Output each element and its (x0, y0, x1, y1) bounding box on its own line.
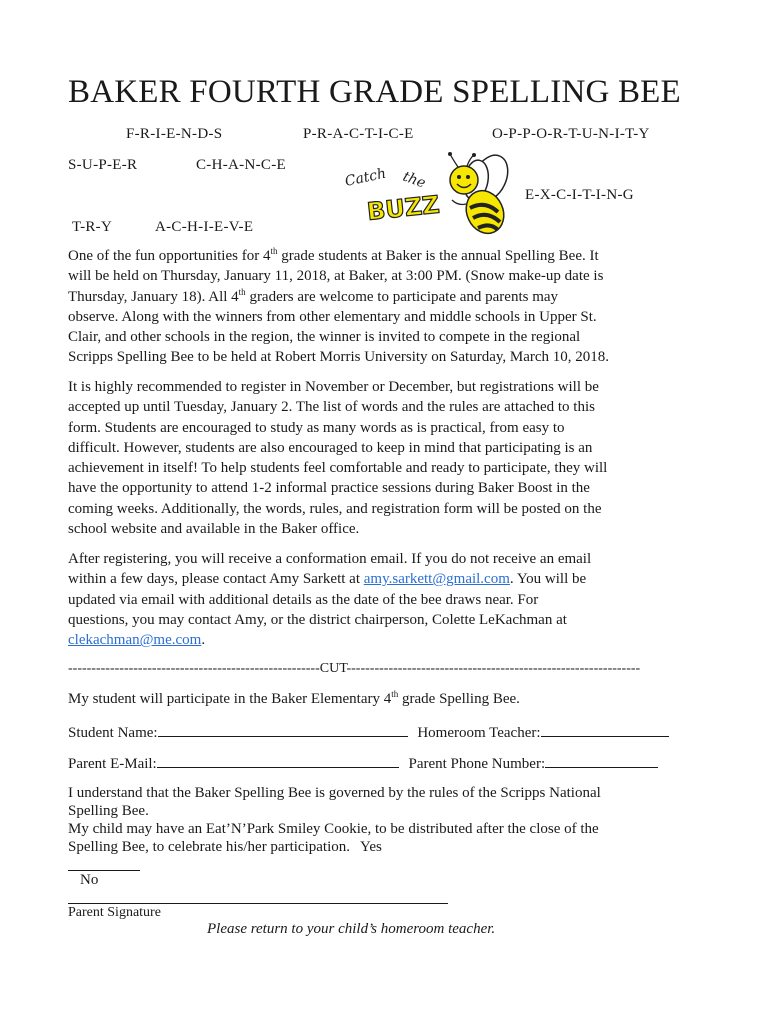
registration-line-2: accepted up until Tuesday, January 2. The list of words and the rules are attached to this (68, 399, 595, 416)
cut-line: ------------------------------------------------------CUT--------------------------------------------------------------- (68, 661, 641, 676)
intro-line-2: will be held on Thursday, January 11, 2018, at Baker, at 3:00 PM. (Snow make-up date is (68, 268, 604, 285)
catch-the-buzz-logo (340, 150, 520, 240)
intro-line-1: One of the fun opportunities for 4th grade students at Baker is the annual Spelling Bee. It (68, 246, 599, 264)
consent-line-2: Spelling Bee. (68, 803, 149, 819)
contact-line-4: questions, you may contact Amy, or the district chairperson, Colette LeKachman at (68, 611, 567, 628)
intro-paragraph (68, 246, 704, 368)
student-name-row (68, 722, 669, 742)
student-name-field[interactable] (158, 722, 408, 737)
parent-email-field[interactable] (157, 753, 399, 768)
registration-line-4: difficult. However, students are also encouraged to keep in mind that participating is an (68, 439, 593, 456)
signature-label: Parent Signature (68, 905, 161, 920)
word-chance: C-H-A-N-C-E (196, 157, 286, 173)
no-label: No (80, 872, 99, 888)
contact-paragraph (68, 549, 704, 650)
parent-contact-row (68, 753, 658, 773)
cookie-line-1: My child may have an Eat’N’Park Smiley Cookie, to be distributed after the close of the (68, 821, 599, 837)
word-exciting: E-X-C-I-T-I-N-G (525, 187, 634, 203)
participation-statement: My student will participate in the Baker Elementary 4th grade Spelling Bee. (68, 689, 520, 707)
contact-line-5: clekachman@me.com. (68, 632, 206, 649)
registration-line-7: coming weeks. Additionally, the words, rules, and registration form will be posted on the (68, 500, 602, 517)
contact-line-3: updated via email with additional details as the date of the bee draws near. For (68, 591, 539, 608)
yes-field[interactable] (68, 856, 140, 871)
homeroom-teacher-label: Homeroom Teacher: (417, 725, 541, 741)
registration-line-3: form. Students are encouraged to study as many words as is practical, from easy to (68, 419, 565, 436)
no-field[interactable] (68, 889, 164, 904)
word-try: T-R-Y (72, 219, 113, 235)
yes-label: Yes (360, 839, 382, 855)
word-achieve: A-C-H-I-E-V-E (155, 219, 254, 235)
registration-line-5: achievement in itself! To help students feel comfortable and ready to participate, they will (68, 460, 608, 477)
intro-line-3: Thursday, January 18). All 4th graders are welcome to participate and parents may (68, 286, 559, 305)
logo-buzz-text: BUZZ (365, 190, 441, 226)
student-name-label: Student Name: (68, 725, 158, 741)
word-friends: F-R-I-E-N-D-S (126, 126, 223, 142)
page-title: BAKER FOURTH GRADE SPELLING BEE (68, 74, 681, 110)
signature-field[interactable] (68, 903, 448, 904)
word-opportunity: O-P-P-O-R-T-U-N-I-T-Y (492, 126, 650, 142)
registration-line-6: have the opportunity to attend 1-2 informal practice sessions during Baker Boost in the (68, 480, 590, 497)
registration-paragraph (68, 377, 704, 539)
cookie-line-2: Spelling Bee, to celebrate his/her participation. Yes No (68, 838, 704, 904)
email-link-colette[interactable]: clekachman@me.com (68, 632, 202, 649)
bee-icon (340, 150, 520, 240)
word-super: S-U-P-E-R (68, 157, 138, 173)
intro-line-5: Clair, and other schools in the region, the winner is invited to compete in the regional (68, 329, 581, 346)
parent-email-label: Parent E-Mail: (68, 756, 157, 772)
homeroom-teacher-field[interactable] (541, 722, 669, 737)
consent-paragraph (68, 784, 704, 904)
parent-phone-label: Parent Phone Number: (408, 756, 546, 772)
contact-line-2: within a few days, please contact Amy Sarkett at amy.sarkett@gmail.com. You will be (68, 571, 587, 588)
logo-catch-text: Catch (343, 165, 388, 190)
logo-the-text: the (400, 168, 428, 192)
cut-label: CUT (319, 661, 347, 676)
intro-line-6: Scripps Spelling Bee to be held at Robert Morris University on Saturday, March 10, 2018. (68, 349, 610, 366)
parent-phone-field[interactable] (545, 753, 658, 768)
return-instruction: Please return to your child’s homeroom teacher. (207, 921, 496, 937)
consent-line-1: I understand that the Baker Spelling Bee is governed by the rules of the Scripps National (68, 785, 601, 801)
contact-line-1: After registering, you will receive a conformation email. If you do not receive an email (68, 551, 592, 567)
registration-line-1: It is highly recommended to register in November or December, but registrations will be (68, 379, 599, 395)
registration-line-8: school website and available in the Baker office. (68, 521, 360, 538)
word-practice: P-R-A-C-T-I-C-E (303, 126, 414, 142)
intro-line-4: observe. Along with the winners from other elementary and middle schools in Upper St. (68, 308, 597, 325)
email-link-amy[interactable]: amy.sarkett@gmail.com (363, 571, 510, 588)
